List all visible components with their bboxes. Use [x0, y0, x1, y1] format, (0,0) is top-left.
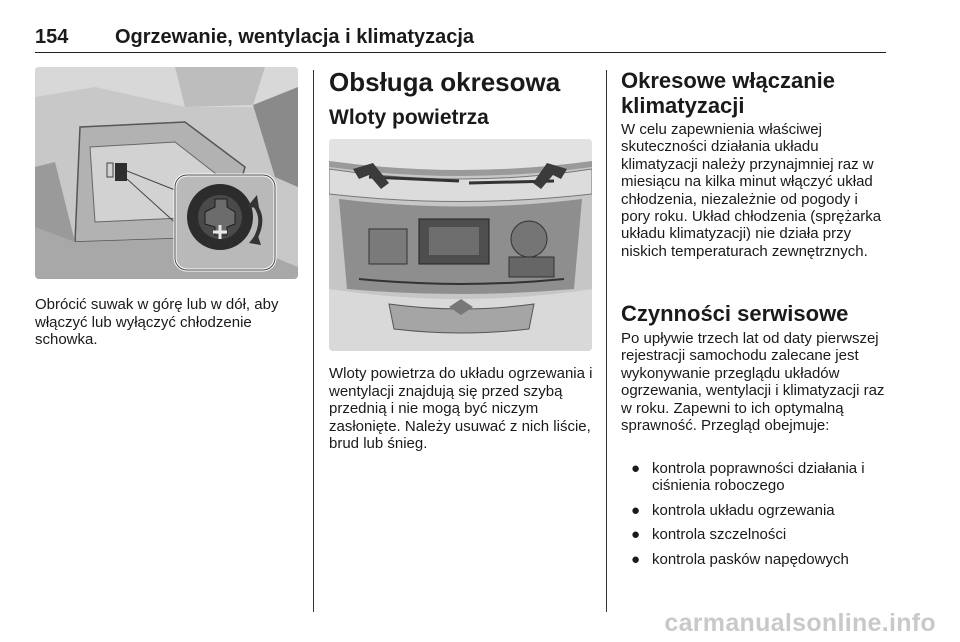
column-divider	[313, 70, 314, 612]
service-text: Po upływie trzech lat od daty pierwszej rejestracji samochodu zalecane jest wykonywanie przeglądu układów ogrzewania, wentylacji i klimatyzacji raz w roku. Zapewni to ich optymalną sprawność. Przegląd obejmuje:	[621, 330, 885, 435]
bullet-icon: ●	[631, 501, 641, 519]
air-inlets-caption: Wloty powietrza do układu ogrzewania i wentylacji znajdują się przed szybą przednią i nie mogą być niczym zasłonięte. Należy usuwać z nich liście, brud lub śnieg.	[329, 365, 593, 452]
section-title: Obsługa okresowa	[329, 67, 561, 97]
column-divider	[606, 70, 607, 612]
list-item-text: kontrola poprawności działania i ciśnienia roboczego	[652, 460, 865, 495]
list-item	[621, 502, 891, 519]
page-header	[35, 20, 886, 53]
glovebox-slider-illustration	[35, 67, 298, 279]
subsection-title: Wloty powietrza	[329, 106, 489, 129]
list-item	[621, 526, 891, 543]
watermark: carmanualsonline.info	[664, 609, 936, 637]
list-item-text: kontrola pasków napędowych	[652, 550, 849, 568]
list-item-text: kontrola szczelności	[652, 526, 787, 544]
page-number: 154	[35, 26, 69, 48]
service-checklist	[621, 460, 891, 575]
bullet-icon: ●	[631, 526, 641, 544]
list-item	[621, 460, 891, 495]
bullet-icon: ●	[631, 550, 641, 568]
periodic-ac-text: W celu zapewnienia właściwej skuteczności działania układu klimatyzacji należy przynajmniej raz w miesiącu na kilka minut włączyć układ chłodzenia, niezależnie od pogody i pory roku. Układ chłodzenia (sprężarka układu klimatyzacji) nie działa przy niskich temperaturach zewnętrznych.	[621, 121, 882, 260]
chapter-title: Ogrzewanie, wentylacja i klimatyzacja	[115, 26, 475, 48]
section-title-periodic-ac: Okresowe włączanie klimatyzacji	[621, 68, 835, 118]
air-inlets-illustration	[329, 139, 592, 351]
list-item	[621, 551, 891, 568]
section-title-service: Czynności serwisowe	[621, 301, 849, 326]
list-item-text: kontrola układu ogrzewania	[652, 501, 835, 519]
bullet-icon: ●	[631, 460, 641, 477]
glovebox-caption: Obrócić suwak w górę lub w dół, aby włączyć lub wyłączyć chłodzenie schowka.	[35, 296, 279, 348]
